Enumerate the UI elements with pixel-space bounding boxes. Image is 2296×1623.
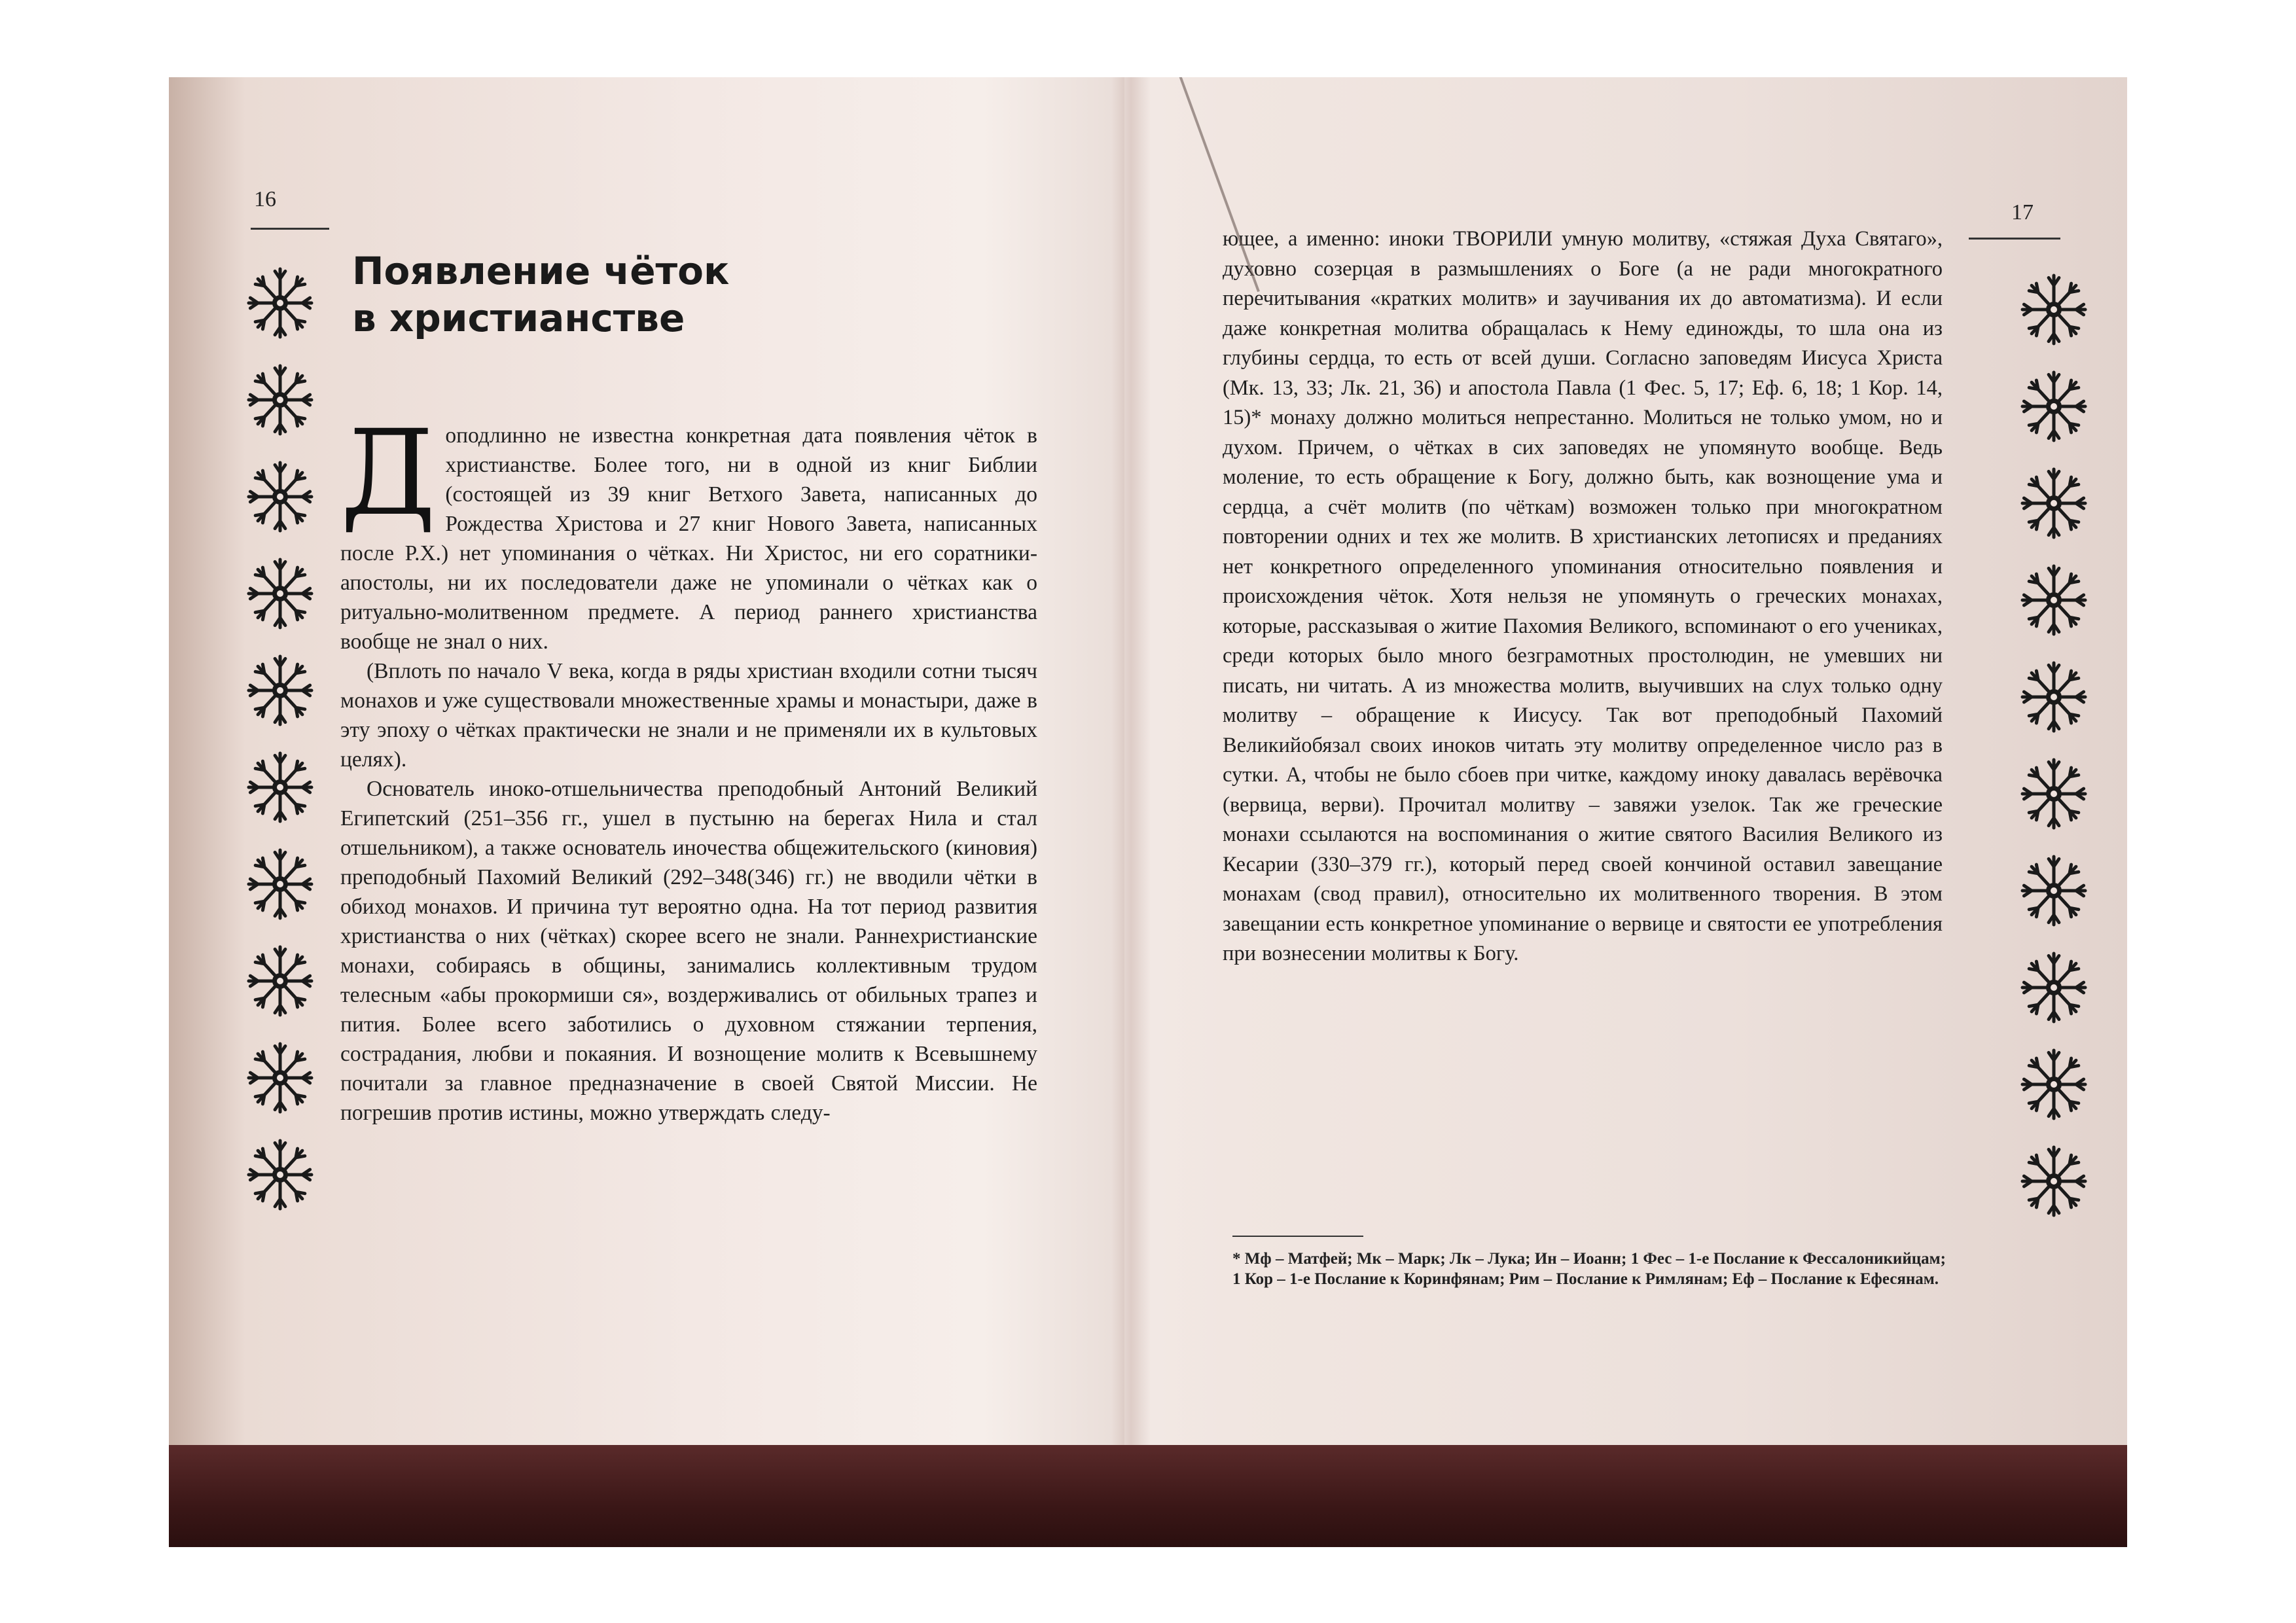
snowflake-cross-ornament-icon: [2018, 364, 2090, 449]
snowflake-cross-ornament-icon: [2018, 558, 2090, 643]
snowflake-cross-ornament-icon: [2018, 1139, 2090, 1224]
paragraph-right-1: ющее, а именно: иноки ТВОРИЛИ умную молитву, «стяжая Духа Святаго», духовно созерцая в размышлениях о Боге (а не ради многократного перечитывания «кратких молитв» и заучивания их до автоматизма). И если даже конкретная молитва обращалась к Нему единожды, то шла она из глубины сердца, то есть от всей души. Согласно заповедям Иисуса Христа (Мк. 13, 33; Лк. 21, 36) и апостола Павла (1 Фес. 5, 17; Еф. 6, 18; 1 Кор. 14, 15)* монаху должно молиться непрестанно. Молиться не только умом, но и духом. Причем, о чётках в сих заповедях не упомянуто вообще. Ведь моление, то есть обращение к Богу, должно быть, как вознощение ума и сердца, а счёт молитв (по чёткам) возможен только при многократном повторении одних и тех же молитв. В христианских летописях и преданиях нет конкретного определенного упоминания относительно появления и происхождения чёток. Хотя нельзя не упомянуть о греческих монахах, которые, рассказывая о житие Пахомия Великого, вспоминают о его учениках, среди которых было много безграмотных простолюдин, не умевших ни писать, ни читать. А из множества молитв, выучивших на слух только одну молитву – обращение к Иисусу. Так вот преподобный Пахомий Великийобязал своих иноков читать эту молитву определенное число раз в сутки. А, чтобы не было сбоев при читке, каждому иноку давалась верёвочка (вервица, верви). Прочитал молитву – завяжи узелок. Так же греческие монахи ссылаются на воспоминания о житие святого Василия Великого из Кесарии (330–379 гг.), который перед своей кончиной оставил завещание монахам (свод правил), относительно их молитвенного творения. В этом завещании есть конкретное упоминание о вервице и святости ее употребления при вознесении молитвы к Богу.: [1223, 227, 1943, 965]
heading-line-1: Появление чёток: [352, 249, 730, 293]
snowflake-cross-ornament-icon: [244, 648, 316, 733]
right-page: [1124, 77, 2127, 1445]
left-body-text: [340, 405, 1037, 1128]
page-number-rule-right: [1969, 238, 2060, 240]
paragraph-1-text: оподлинно не известна конкретная дата появления чёток в христианстве. Более того, ни в одной из книг Библии (состоящей из 39 книг Ветхого Завета, написанных до Рождества Христова и 27 книг Нового Завета, написанных после Р.Х.) нет упоминания о чётках. Ни Христос, ни его соратники-апостолы, ни их последователи даже не упоминали о чётках как о ритуально-молитвенном предмете. А период раннего христианства вообще не знал о них.: [340, 423, 1037, 654]
snowflake-cross-ornament-icon: [244, 260, 316, 346]
chapter-heading: [352, 247, 729, 342]
book-photo: [169, 77, 2127, 1547]
drop-cap: Д: [340, 405, 437, 542]
snowflake-cross-ornament-icon: [2018, 654, 2090, 740]
snowflake-cross-ornament-icon: [2018, 267, 2090, 352]
ornament-border-left: [244, 260, 329, 1229]
right-body-text: [1223, 224, 1943, 969]
snowflake-cross-ornament-icon: [244, 938, 316, 1024]
snowflake-cross-ornament-icon: [244, 454, 316, 539]
snowflake-cross-ornament-icon: [244, 842, 316, 927]
snowflake-cross-ornament-icon: [2018, 848, 2090, 933]
paragraph-1: [340, 405, 1037, 656]
snowflake-cross-ornament-icon: [244, 357, 316, 442]
footnote-rule: [1232, 1236, 1363, 1237]
snowflake-cross-ornament-icon: [2018, 1042, 2090, 1127]
snowflake-cross-ornament-icon: [244, 1132, 316, 1217]
ornament-border-right: [2018, 267, 2103, 1236]
book-gutter: [1111, 77, 1151, 1458]
snowflake-cross-ornament-icon: [244, 551, 316, 636]
paragraph-2: (Вплоть по начало V века, когда в ряды христиан входили сотни тысяч монахов и уже существовали множественные храмы и монастыри, даже в эту эпоху о чётках практически не знали и не применяли их в культовых целях).: [340, 659, 1037, 772]
page-number-left: 16: [254, 187, 276, 211]
footnote: * Мф – Матфей; Мк – Марк; Лк – Лука; Ин – Иоанн; 1 Фес – 1-е Послание к Фессалоникийцам; 1 Кор – 1-е Послание к Коринфянам; Рим – Послание к Римлянам; Еф – Послание к Ефесянам.: [1232, 1250, 1946, 1288]
page-number-right: 17: [2011, 200, 2034, 224]
paragraph-3: Основатель иноко-отшельничества преподобный Антоний Великий Египетский (251–356 гг., ушел в пустыню на берегах Нила и стал отшельником), а также основатель иночества общежительского (киновия) преподобный Пахомий Великий (292–348(346) гг.) не вводили чётки в обиход монахов. И причина тут вероятно одна. На тот период развития христианства о них (чётках) скорее всего не знали. Раннехристианские монахи, собираясь в общины, занимались коллективным трудом телесным «абы прокормиши ся», воздерживались от обильных трапез и пития. Более всего заботились о духовном стяжании терпения, сострадания, любви и покаяния. И вознощение молитв к Всевышнему почитали за главное предназначение в своей Святой Миссии. Не погрешив против истины, можно утверждать следу-: [340, 777, 1037, 1125]
heading-line-2: в христианстве: [352, 296, 685, 340]
snowflake-cross-ornament-icon: [2018, 751, 2090, 836]
table-surface: [169, 1445, 2127, 1547]
snowflake-cross-ornament-icon: [2018, 461, 2090, 546]
snowflake-cross-ornament-icon: [2018, 945, 2090, 1030]
snowflake-cross-ornament-icon: [244, 1035, 316, 1120]
snowflake-cross-ornament-icon: [244, 745, 316, 830]
page-number-rule-left: [251, 228, 329, 230]
left-page: [169, 77, 1124, 1445]
